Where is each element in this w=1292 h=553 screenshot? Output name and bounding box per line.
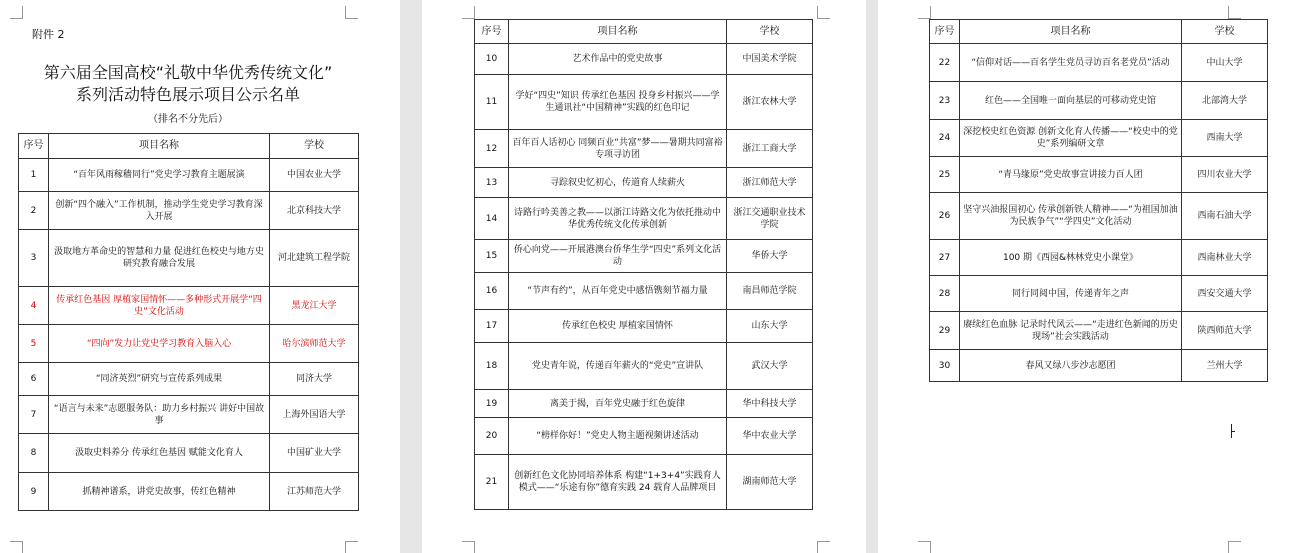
- crop-mark: [817, 6, 830, 19]
- cell-school: 湖南师范大学: [727, 455, 813, 510]
- table-row: [930, 276, 1268, 312]
- crop-mark: [462, 541, 475, 553]
- cell-no: 23: [930, 82, 960, 120]
- cell-school: 四川农业大学: [1182, 157, 1268, 193]
- table-row: [475, 455, 813, 510]
- cell-school: 陕西师范大学: [1182, 312, 1268, 350]
- cell-project-name: “榜样你好！”党史人物主题视频讲述活动: [509, 418, 727, 455]
- cell-project-name: 创新“四个融入”工作机制，推动学生党史学习教育深入开展: [49, 192, 270, 230]
- cell-school: 同济大学: [270, 363, 359, 396]
- cell-school: 西安交通大学: [1182, 276, 1268, 312]
- cell-school: 中国矿业大学: [270, 434, 359, 473]
- cell-no: 27: [930, 240, 960, 276]
- document-page-1: [0, 0, 400, 553]
- cell-project-name: 侨心向党——开展港澳台侨华生学“四史”系列文化活动: [509, 240, 727, 273]
- cell-school: 西南大学: [1182, 120, 1268, 157]
- cell-school: 江苏师范大学: [270, 473, 359, 511]
- crop-mark: [918, 541, 931, 553]
- header-no: 序号: [19, 134, 49, 159]
- cell-no: 26: [930, 193, 960, 240]
- cell-school: 中国美术学院: [727, 44, 813, 75]
- cell-school: 浙江农林大学: [727, 75, 813, 130]
- cell-school: 哈尔滨师范大学: [270, 325, 359, 363]
- cell-project-name: 100 期《西园&林林党史小课堂》: [960, 240, 1182, 276]
- crop-mark: [1228, 541, 1241, 553]
- header-school: 学校: [270, 134, 359, 159]
- cell-no: 2: [19, 192, 49, 230]
- table-row: [19, 287, 359, 325]
- cell-no: 22: [930, 44, 960, 82]
- cell-school: 武汉大学: [727, 343, 813, 390]
- crop-mark: [1228, 6, 1241, 19]
- cell-school: 北部湾大学: [1182, 82, 1268, 120]
- cell-project-name: 汲取地方革命史的智慧和力量 促进红色校史与地方史研究教育融合发展: [49, 230, 270, 287]
- cell-project-name: 同行同阅中国，传递青年之声: [960, 276, 1182, 312]
- cell-no: 29: [930, 312, 960, 350]
- cell-school: 西南石油大学: [1182, 193, 1268, 240]
- table-row: [475, 273, 813, 310]
- header-project-name: 项目名称: [960, 20, 1182, 44]
- table-row: [19, 192, 359, 230]
- cell-school: 浙江工商大学: [727, 130, 813, 168]
- table-row: [19, 434, 359, 473]
- cell-project-name: 传承红色校史 厚植家国情怀: [509, 310, 727, 343]
- cell-school: 北京科技大学: [270, 192, 359, 230]
- header-school: 学校: [727, 20, 813, 44]
- cell-school: 华侨大学: [727, 240, 813, 273]
- cell-no: 14: [475, 198, 509, 240]
- cell-school: 浙江交通职业技术学院: [727, 198, 813, 240]
- cell-project-name: 创新红色文化协同培养体系 构建“1+3+4”实践育人模式——“乐途有你”德育实践 24 载育人品牌项目: [509, 455, 727, 510]
- cell-no: 17: [475, 310, 509, 343]
- cell-no: 4: [19, 287, 49, 325]
- table-row: [475, 130, 813, 168]
- crop-mark: [462, 6, 475, 19]
- cell-project-name: “青马缘原”党史故事宣讲接力百人团: [960, 157, 1182, 193]
- table-row: [930, 350, 1268, 382]
- cell-school: 中山大学: [1182, 44, 1268, 82]
- page-title-line-1: 第六届全国高校“礼敬中华优秀传统文化”: [43, 63, 333, 82]
- table-row: [475, 240, 813, 273]
- cell-no: 11: [475, 75, 509, 130]
- page-subtitle: （排名不分先后）: [148, 114, 228, 125]
- cell-no: 15: [475, 240, 509, 273]
- cell-project-name: 抓精神谱系，讲党史故事，传红色精神: [49, 473, 270, 511]
- cell-no: 12: [475, 130, 509, 168]
- table-row: [930, 193, 1268, 240]
- cell-no: 7: [19, 396, 49, 434]
- table-row: [19, 325, 359, 363]
- table-row: [19, 230, 359, 287]
- table-row: [930, 157, 1268, 193]
- cell-no: 1: [19, 159, 49, 192]
- cell-no: 5: [19, 325, 49, 363]
- cell-school: 黑龙江大学: [270, 287, 359, 325]
- project-table-part-3: [929, 19, 1268, 382]
- cell-project-name: “节声有约”，从百年党史中感悟镌刻节福力量: [509, 273, 727, 310]
- table-row: [475, 343, 813, 390]
- cell-no: 6: [19, 363, 49, 396]
- cell-no: 18: [475, 343, 509, 390]
- cell-project-name: 百年百人话初心 同频百业“共富”梦——暑期共同富裕专项寻访团: [509, 130, 727, 168]
- table-row: [930, 44, 1268, 82]
- crop-mark: [817, 541, 830, 553]
- cell-no: 28: [930, 276, 960, 312]
- cell-school: 兰州大学: [1182, 350, 1268, 382]
- cell-project-name: 学好“四史”知识 传承红色基因 投身乡村振兴——学生通讯社“中国精神”实践的红色印记: [509, 75, 727, 130]
- cell-project-name: 离美于揭，百年党史融于红色旋律: [509, 390, 727, 418]
- table-row: [19, 473, 359, 511]
- project-table-part-2: [474, 19, 813, 510]
- cell-no: 9: [19, 473, 49, 511]
- header-school: 学校: [1182, 20, 1268, 44]
- header-project-name: 项目名称: [49, 134, 270, 159]
- cell-project-name: 坚守兴油报国初心 传承创新铁人精神——“为祖国加油 为民族争气”“学四史”文化活动: [960, 193, 1182, 240]
- cell-project-name: “信仰对话——百名学生党员寻访百名老党员”活动: [960, 44, 1182, 82]
- cell-project-name: 春风又绿八步沙志愿团: [960, 350, 1182, 382]
- attachment-label: 附件 2: [32, 28, 65, 41]
- cell-project-name: 党史青年说，传递百年薪火的“党史”宣讲队: [509, 343, 727, 390]
- cell-project-name: “四向”发力让党史学习教育入脑入心: [49, 325, 270, 363]
- cell-school: 华中科技大学: [727, 390, 813, 418]
- cell-project-name: “同济英烈”研究与宣传系列成果: [49, 363, 270, 396]
- cell-no: 16: [475, 273, 509, 310]
- table-row: [930, 82, 1268, 120]
- cell-school: 山东大学: [727, 310, 813, 343]
- cell-no: 19: [475, 390, 509, 418]
- cell-project-name: 汲取史料养分 传承红色基因 赋能文化育人: [49, 434, 270, 473]
- cell-no: 13: [475, 168, 509, 198]
- table-row: [930, 312, 1268, 350]
- cell-school: 西南林业大学: [1182, 240, 1268, 276]
- table-row: [475, 75, 813, 130]
- cell-project-name: 传承红色基因 厚植家国情怀——多种形式开展学“四史”文化活动: [49, 287, 270, 325]
- project-table-part-1: [18, 133, 359, 511]
- header-project-name: 项目名称: [509, 20, 727, 44]
- table-row: [475, 418, 813, 455]
- cell-project-name: 红色——全国唯一面向基层的可移动党史馆: [960, 82, 1182, 120]
- cell-project-name: 赓续红色血脉 记录时代风云——“走进红色新闻的历史现场”社会实践活动: [960, 312, 1182, 350]
- page-title-line-2: 系列活动特色展示项目公示名单: [75, 85, 300, 104]
- table-row: [930, 240, 1268, 276]
- crop-mark: [10, 541, 23, 553]
- table-row: [475, 310, 813, 343]
- crop-mark: [10, 6, 23, 19]
- cell-no: 20: [475, 418, 509, 455]
- document-page-2: [422, 0, 866, 553]
- cell-project-name: 深挖校史红色资源 创新文化育人传播——“校史中的党史”系列编研文章: [960, 120, 1182, 157]
- table-row: [475, 168, 813, 198]
- cell-project-name: 寻踪叙史忆初心，传道育人续薪火: [509, 168, 727, 198]
- table-row: [475, 44, 813, 75]
- cell-project-name: 诗路行吟美善之教——以浙江诗路文化为依托推动中华优秀传统文化传承创新: [509, 198, 727, 240]
- cell-school: 中国农业大学: [270, 159, 359, 192]
- cell-school: 上海外国语大学: [270, 396, 359, 434]
- cell-school: 华中农业大学: [727, 418, 813, 455]
- crop-mark: [345, 6, 358, 19]
- crop-mark: [345, 541, 358, 553]
- cell-no: 3: [19, 230, 49, 287]
- cell-no: 30: [930, 350, 960, 382]
- table-row: [475, 198, 813, 240]
- cell-no: 21: [475, 455, 509, 510]
- cell-project-name: 艺术作品中的党史故事: [509, 44, 727, 75]
- header-no: 序号: [930, 20, 960, 44]
- cell-no: 25: [930, 157, 960, 193]
- text-cursor: [1231, 424, 1232, 438]
- table-row: [19, 396, 359, 434]
- cell-project-name: “语言与未来”志愿服务队：助力乡村振兴 讲好中国故事: [49, 396, 270, 434]
- crop-mark: [918, 6, 931, 19]
- table-row: [930, 120, 1268, 157]
- header-no: 序号: [475, 20, 509, 44]
- cell-project-name: “百年风雨稼穑同行”党史学习教育主题展演: [49, 159, 270, 192]
- table-row: [475, 390, 813, 418]
- table-row: [19, 363, 359, 396]
- cell-no: 8: [19, 434, 49, 473]
- cell-no: 10: [475, 44, 509, 75]
- document-page-3: [878, 0, 1292, 553]
- cell-school: 浙江师范大学: [727, 168, 813, 198]
- cell-school: 南昌师范学院: [727, 273, 813, 310]
- table-row: [19, 159, 359, 192]
- cell-school: 河北建筑工程学院: [270, 230, 359, 287]
- cell-no: 24: [930, 120, 960, 157]
